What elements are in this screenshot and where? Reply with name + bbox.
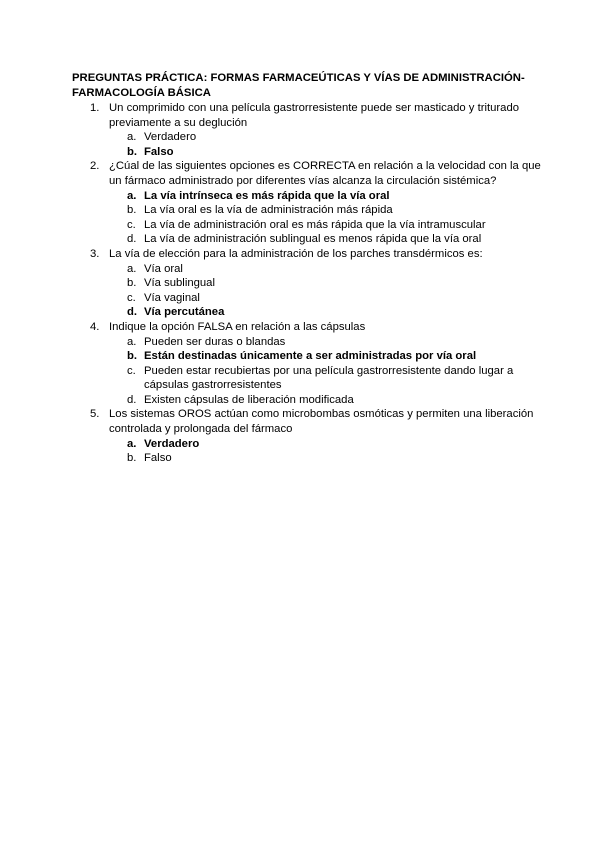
option-item-correct (72, 145, 542, 160)
option-text: La vía de administración oral es más rápida que la vía intramuscular (144, 218, 486, 231)
option-text: Existen cápsulas de liberación modificada (144, 393, 354, 406)
question-number: 5. (90, 408, 100, 421)
question-number: 2. (90, 160, 100, 173)
option-item (72, 393, 542, 408)
option-item (72, 335, 542, 350)
question-text: Un comprimido con una película gastrorresistente puede ser masticado y triturado previamente a su deglución (109, 102, 520, 129)
option-text: Pueden estar recubiertas por una película gastrorresistente dando lugar a cápsulas gastrorresistentes (144, 364, 514, 392)
option-letter: b. (127, 204, 137, 217)
option-item-correct (72, 437, 542, 452)
option-letter: c. (127, 291, 136, 304)
option-text: Verdadero (144, 437, 200, 450)
option-letter: b. (127, 350, 138, 363)
option-item-correct (72, 305, 542, 320)
option-list (109, 262, 542, 320)
option-letter: b. (127, 145, 138, 158)
option-item (72, 203, 542, 218)
option-list (109, 130, 542, 159)
option-text: Están destinadas únicamente a ser administradas por vía oral (144, 350, 477, 363)
option-item-correct (72, 349, 542, 364)
option-text: Vía sublingual (144, 277, 215, 290)
question-item (72, 247, 542, 320)
option-item (72, 276, 542, 291)
question-item (72, 159, 542, 247)
question-text: Indique la opción FALSA en relación a las cápsulas (109, 320, 366, 333)
option-list (109, 335, 542, 408)
option-text: Vía percutánea (144, 306, 225, 319)
option-letter: c. (127, 218, 136, 231)
option-text: Verdadero (144, 131, 197, 144)
option-item (72, 218, 542, 233)
option-letter: d. (127, 393, 137, 406)
option-list (109, 437, 542, 466)
option-letter: b. (127, 452, 137, 465)
option-text: Falso (144, 145, 174, 158)
option-text: Vía vaginal (144, 291, 200, 304)
option-letter: a. (127, 437, 137, 450)
option-item (72, 291, 542, 306)
option-text: Falso (144, 452, 172, 465)
option-letter: c. (127, 364, 136, 377)
question-text: ¿Cúal de las siguientes opciones es CORRECTA en relación a la velocidad con la que un fármaco administrado por diferentes vías alcanza la circulación sistémica? (109, 160, 541, 187)
option-letter: d. (127, 306, 138, 319)
question-list (72, 101, 542, 466)
option-letter: a. (127, 335, 137, 348)
option-text: Pueden ser duras o blandas (144, 335, 286, 348)
question-item (72, 101, 542, 159)
document-title: PREGUNTAS PRÁCTICA: FORMAS FARMACEÚTICAS Y VÍAS DE ADMINISTRACIÓN-FARMACOLOGÍA BÁSICA (72, 72, 525, 99)
option-letter: a. (127, 262, 137, 275)
question-number: 1. (90, 102, 100, 114)
question-text: La vía de elección para la administración de los parches transdérmicos es: (109, 247, 483, 260)
option-item (72, 130, 542, 145)
question-text: Los sistemas OROS actúan como microbombas osmóticas y permiten una liberación controlada y prolongada del fármaco (109, 408, 534, 436)
option-item (72, 232, 542, 247)
option-letter: a. (127, 189, 137, 202)
question-number: 4. (90, 320, 100, 333)
option-letter: a. (127, 131, 137, 144)
question-item (72, 407, 542, 465)
option-item (72, 364, 542, 393)
question-number: 3. (90, 247, 100, 260)
option-text: La vía intrínseca es más rápida que la vía oral (144, 189, 390, 202)
option-item (72, 262, 542, 277)
option-item-correct (72, 189, 542, 204)
question-item (72, 320, 542, 408)
option-letter: b. (127, 277, 137, 290)
option-text: La vía oral es la vía de administración más rápida (144, 204, 393, 217)
option-text: La vía de administración sublingual es menos rápida que la vía oral (144, 233, 482, 246)
option-letter: d. (127, 233, 137, 246)
option-list (109, 189, 542, 247)
option-item (72, 451, 542, 466)
option-text: Vía oral (144, 262, 183, 275)
